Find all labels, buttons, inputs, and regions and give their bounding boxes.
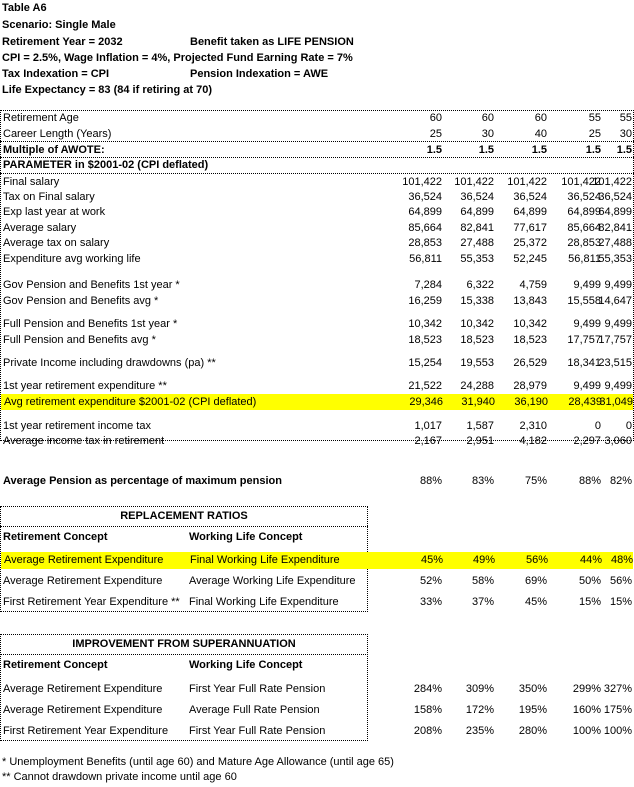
cell-value: 15%	[609, 596, 632, 608]
cell-value: 82,841	[598, 222, 632, 234]
life-expectancy: Life Expectancy = 83 (84 if retiring at 70)	[2, 84, 212, 96]
cell-value: 56%	[609, 575, 632, 587]
row-label: Final salary	[3, 176, 60, 188]
working-life-concept: First Year Full Rate Pension	[189, 725, 326, 737]
cell-value: 9,499	[573, 279, 601, 291]
cell-value: 100%	[572, 725, 601, 737]
row-label: Avg retirement expenditure $2001-02 (CPI deflated)	[4, 396, 257, 408]
improvement-superannuation-row	[0, 723, 634, 739]
cell-value: 208%	[413, 725, 442, 737]
cell-value: 60	[481, 112, 494, 124]
cell-value: 52%	[419, 575, 442, 587]
cell-value: 2,167	[414, 435, 442, 447]
cell-value: 40	[534, 128, 547, 140]
table-row-average-salary	[0, 220, 634, 236]
row-label: Exp last year at work	[3, 206, 106, 218]
cell-value: 36,524	[598, 191, 632, 203]
cell-value: 28,853	[567, 237, 601, 249]
cell-value: 52,245	[513, 253, 547, 265]
cell-value: 1.5	[531, 144, 547, 156]
cell-value: 0	[625, 420, 632, 432]
cell-value: 7,284	[414, 279, 442, 291]
table-row-career-length	[0, 126, 634, 142]
replacement-ratios-row	[0, 573, 634, 589]
column-header: Working Life Concept	[189, 659, 303, 671]
cell-value: 235%	[465, 725, 494, 737]
row-label: Average salary	[3, 222, 77, 234]
row-label: Tax on Final salary	[3, 191, 95, 203]
cell-value: 44%	[579, 554, 602, 566]
cell-value: 28,853	[408, 237, 442, 249]
cell-value: 64,899	[408, 206, 442, 218]
cell-value: 56,811	[568, 253, 601, 265]
table-row-gov-pension-1st-year	[0, 277, 634, 293]
cell-value: 30	[619, 128, 632, 140]
cell-value: 45%	[420, 554, 443, 566]
cell-value: 14,647	[598, 295, 632, 307]
cell-value: 27,488	[460, 237, 494, 249]
cell-value: 17,757	[567, 334, 601, 346]
cell-value: 55	[588, 112, 601, 124]
cell-value: 36,524	[513, 191, 547, 203]
row-label: Retirement Concept	[3, 531, 108, 543]
cell-value: 64,899	[513, 206, 547, 218]
row-label: First Retirement Year Expenditure	[3, 725, 169, 737]
row-label: Gov Pension and Benefits avg *	[3, 295, 159, 307]
cell-value: 15,254	[408, 357, 442, 369]
cell-value: 28,979	[513, 380, 547, 392]
cell-value: 48%	[610, 554, 633, 566]
cell-value: 69%	[524, 575, 547, 587]
cell-value: 15,558	[567, 295, 601, 307]
working-life-concept: Final Working Life Expenditure	[189, 596, 339, 608]
cell-value: 55,353	[460, 253, 494, 265]
cell-value: 36,190	[514, 396, 548, 408]
cell-value: 18,523	[513, 334, 547, 346]
cell-value: 1,017	[414, 420, 442, 432]
table-id: Table A6	[2, 2, 47, 14]
scenario-label: Scenario: Single Male	[2, 19, 116, 31]
row-label: Multiple of AWOTE:	[3, 144, 105, 156]
table-row-first-year-income-tax	[0, 418, 634, 434]
retirement-year: Retirement Year = 2032	[2, 36, 123, 48]
cell-value: 83%	[471, 475, 494, 487]
cell-value: 75%	[524, 475, 547, 487]
cell-value: 18,523	[460, 334, 494, 346]
table-row-full-pension-1st-year	[0, 316, 634, 332]
cell-value: 158%	[413, 704, 442, 716]
row-label: First Retirement Year Expenditure **	[3, 596, 180, 608]
cell-value: 64,899	[460, 206, 494, 218]
cell-value: 101,422	[454, 176, 494, 188]
row-label: Full Pension and Benefits 1st year *	[3, 318, 178, 330]
table-row-average-income-tax	[0, 433, 634, 449]
table-row-tax-final-salary	[0, 189, 634, 205]
row-label: Average Retirement Expenditure	[3, 704, 163, 716]
cell-value: 64,899	[598, 206, 632, 218]
cell-value: 36,524	[567, 191, 601, 203]
cell-value: 1.5	[585, 144, 601, 156]
row-label: Private Income including drawdowns (pa) **	[3, 357, 216, 369]
table-row-multiple-awote	[0, 142, 634, 158]
cell-value: 195%	[518, 704, 547, 716]
cell-value: 172%	[465, 704, 494, 716]
cell-value: 10,342	[513, 318, 547, 330]
table-row-gov-pension-avg	[0, 293, 634, 309]
cell-value: 160%	[572, 704, 601, 716]
row-label: Average Retirement Expenditure	[3, 683, 163, 695]
cell-value: 0	[594, 420, 601, 432]
cell-value: 284%	[413, 683, 442, 695]
cell-value: 3,060	[604, 435, 632, 447]
table-row-exp-last-year	[0, 204, 634, 220]
cell-value: 9,499	[573, 318, 601, 330]
divider	[0, 526, 368, 527]
benefit-type: Benefit taken as LIFE PENSION	[190, 36, 354, 48]
table-row-first-year-retirement-expenditure	[0, 378, 634, 394]
cell-value: 309%	[465, 683, 494, 695]
row-label: 1st year retirement expenditure **	[3, 380, 167, 392]
cell-value: 101,422	[561, 176, 601, 188]
cell-value: 36,524	[408, 191, 442, 203]
cell-value: 25	[588, 128, 601, 140]
table-row-private-income	[0, 355, 634, 371]
row-label: Gov Pension and Benefits 1st year *	[3, 279, 180, 291]
cell-value: 27,488	[598, 237, 632, 249]
working-life-concept: Average Full Rate Pension	[189, 704, 320, 716]
cell-value: 9,499	[604, 318, 632, 330]
cell-value: 64,899	[567, 206, 601, 218]
row-label: Retirement Age	[3, 112, 79, 124]
cell-value: 15%	[578, 596, 601, 608]
cell-value: 85,664	[567, 222, 601, 234]
pension-indexation: Pension Indexation = AWE	[190, 68, 329, 80]
cell-value: 24,288	[460, 380, 494, 392]
table-row-final-salary	[0, 174, 634, 190]
row-label: Average Retirement Expenditure	[3, 575, 163, 587]
improvement-superannuation-header	[0, 657, 634, 673]
cell-value: 2,310	[519, 420, 547, 432]
cell-value: 6,322	[466, 279, 494, 291]
row-label: Retirement Concept	[3, 659, 108, 671]
cell-value: 10,342	[460, 318, 494, 330]
working-life-concept: Average Working Life Expenditure	[189, 575, 356, 587]
table-row-full-pension-avg	[0, 332, 634, 348]
row-label: Average income tax in retirement	[3, 435, 165, 447]
cell-value: 327%	[603, 683, 632, 695]
cell-value: 280%	[518, 725, 547, 737]
retirement-year-line	[2, 34, 632, 50]
row-label: Expenditure avg working life	[3, 253, 141, 265]
divider	[0, 654, 368, 655]
replacement-ratios-header	[0, 529, 634, 545]
cell-value: 50%	[578, 575, 601, 587]
row-label: 1st year retirement income tax	[3, 420, 151, 432]
cell-value: 23,515	[598, 357, 632, 369]
row-label: PARAMETER in $2001-02 (CPI deflated)	[3, 159, 209, 171]
table-row-expenditure-avg-working-life	[0, 251, 634, 267]
replacement-ratios-row	[0, 594, 634, 610]
cell-value: 49%	[472, 554, 495, 566]
cell-value: 15,338	[460, 295, 494, 307]
cell-value: 299%	[572, 683, 601, 695]
cell-value: 2,951	[466, 435, 494, 447]
cell-value: 101,422	[507, 176, 547, 188]
table-row-avg-retirement-expenditure	[1, 394, 633, 410]
footnote-2: ** Cannot drawdown private income until age 60	[2, 771, 237, 783]
row-label: Average Pension as percentage of maximum pension	[3, 475, 282, 487]
cell-value: 100%	[603, 725, 632, 737]
cell-value: 45%	[524, 596, 547, 608]
cell-value: 31,049	[599, 396, 633, 408]
cell-value: 82%	[609, 475, 632, 487]
improvement-superannuation-title: IMPROVEMENT FROM SUPERANNUATION	[72, 638, 296, 650]
improvement-superannuation-row	[0, 702, 634, 718]
cell-value: 1.5	[616, 144, 632, 156]
cell-value: 1.5	[426, 144, 442, 156]
cell-value: 21,522	[408, 380, 442, 392]
row-label: Average Retirement Expenditure	[4, 554, 164, 566]
cell-value: 36,524	[460, 191, 494, 203]
rates-line: CPI = 2.5%, Wage Inflation = 4%, Projected Fund Earning Rate = 7%	[2, 52, 353, 64]
cell-value: 101,422	[402, 176, 442, 188]
table-row-retirement-age	[0, 110, 634, 126]
cell-value: 1.5	[478, 144, 494, 156]
cell-value: 33%	[419, 596, 442, 608]
cell-value: 18,523	[408, 334, 442, 346]
cell-value: 56%	[525, 554, 548, 566]
row-label: Career Length (Years)	[3, 128, 112, 140]
cell-value: 17,757	[598, 334, 632, 346]
table-row-average-tax-salary	[0, 235, 634, 251]
cell-value: 31,940	[461, 396, 495, 408]
cell-value: 9,499	[604, 380, 632, 392]
cell-value: 9,499	[573, 380, 601, 392]
cell-value: 19,553	[460, 357, 494, 369]
cell-value: 16,259	[408, 295, 442, 307]
cell-value: 82,841	[460, 222, 494, 234]
replacement-ratios-title: REPLACEMENT RATIOS	[120, 510, 248, 522]
cell-value: 13,843	[513, 295, 547, 307]
cell-value: 350%	[518, 683, 547, 695]
cell-value: 25,372	[513, 237, 547, 249]
cell-value: 55,353	[598, 253, 632, 265]
cell-value: 18,341	[567, 357, 601, 369]
cell-value: 28,439	[568, 396, 602, 408]
working-life-concept: First Year Full Rate Pension	[189, 683, 326, 695]
cell-value: 1,587	[466, 420, 494, 432]
table-row-avg-pension-pct	[0, 473, 634, 489]
cell-value: 10,342	[408, 318, 442, 330]
indexation-line	[2, 66, 632, 82]
cell-value: 85,664	[408, 222, 442, 234]
cell-value: 175%	[603, 704, 632, 716]
cell-value: 25	[429, 128, 442, 140]
cell-value: 101,422	[592, 176, 632, 188]
parameter-heading	[0, 157, 634, 173]
cell-value: 30	[481, 128, 494, 140]
cell-value: 88%	[578, 475, 601, 487]
cell-value: 60	[429, 112, 442, 124]
cell-value: 4,759	[519, 279, 547, 291]
working-life-concept: Final Working Life Expenditure	[190, 554, 340, 566]
row-label: Full Pension and Benefits avg *	[3, 334, 156, 346]
cell-value: 26,529	[513, 357, 547, 369]
cell-value: 77,617	[513, 222, 547, 234]
cell-value: 58%	[471, 575, 494, 587]
cell-value: 56,811	[409, 253, 442, 265]
cell-value: 2,297	[573, 435, 601, 447]
column-header: Working Life Concept	[189, 531, 303, 543]
cell-value: 55	[619, 112, 632, 124]
tax-indexation: Tax Indexation = CPI	[2, 68, 110, 80]
cell-value: 60	[534, 112, 547, 124]
cell-value: 9,499	[604, 279, 632, 291]
replacement-ratios-row	[1, 552, 633, 569]
cell-value: 88%	[419, 475, 442, 487]
improvement-superannuation-row	[0, 681, 634, 697]
cell-value: 4,182	[519, 435, 547, 447]
cell-value: 37%	[471, 596, 494, 608]
cell-value: 29,346	[409, 396, 443, 408]
footnote-1: * Unemployment Benefits (until age 60) and Mature Age Allowance (until age 65)	[2, 756, 394, 768]
row-label: Average tax on salary	[3, 237, 110, 249]
